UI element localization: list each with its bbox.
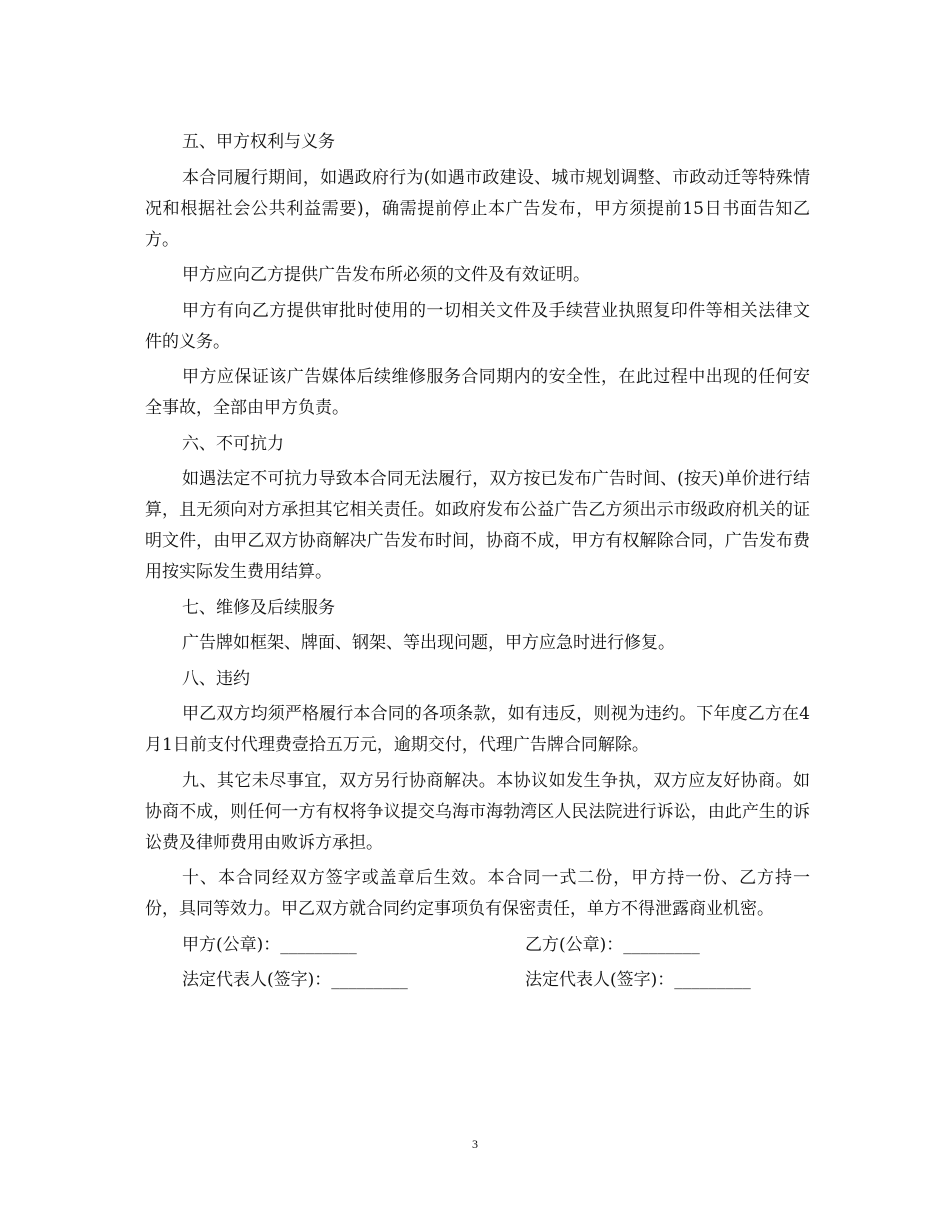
paragraph-government-action: 本合同履行期间，如遇政府行为(如遇市政建设、城市规划调整、市政动迁等特殊情况和根据社会公共利益需要)，确需提前停止本广告发布，甲方须提前15日书面告知乙方。 (145, 167, 810, 250)
section-heading-breach: 八、违约 (182, 668, 250, 689)
page-number: 3 (472, 1137, 478, 1151)
paragraph-approval-documents: 甲方有向乙方提供审批时使用的一切相关文件及手续营业执照复印件等相关法律文件的义务。 (145, 300, 810, 352)
signature-row-seal (145, 930, 810, 961)
section-heading-maintenance: 七、维修及后续服务 (182, 597, 335, 618)
paragraph-force-majeure: 如遇法定不可抗力导致本合同无法履行，双方按已发布广告时间、(按天)单价进行结算，且无须向对方承担其它相关责任。如政府发布公益广告乙方须出示市级政府机关的证明文件，由甲乙双方协商解决广告发布时间，协商不成，甲方有权解除合同，广告发布费用按实际发生费用结算。 (145, 469, 810, 582)
document-body (145, 127, 810, 1001)
party-b-representative-line: 法定代表人(签字)：_________ (525, 970, 751, 990)
paragraph-breach: 甲乙双方均须严格履行本合同的各项条款，如有违反，则视为违约。下年度乙方在4月1日前支付代理费壹拾五万元，逾期交付，代理广告牌合同解除。 (145, 704, 810, 755)
signature-row-representative (145, 965, 810, 996)
paragraph-dispute-resolution: 九、其它未尽事宜，双方另行协商解决。本协议如发生争执，双方应友好协商。如协商不成，则任何一方有权将争议提交乌海市海勃湾区人民法院进行诉讼，由此产生的诉讼费及律师费用由败诉方承担。 (145, 770, 810, 853)
paragraph-effectiveness: 十、本合同经双方签字或盖章后生效。本合同一式二份，甲方持一份、乙方持一份，具同等效力。甲乙双方就合同约定事项负有保密责任，单方不得泄露商业机密。 (145, 868, 810, 919)
section-heading-force-majeure: 六、不可抗力 (182, 433, 284, 454)
section-heading-rights-obligations: 五、甲方权利与义务 (182, 132, 335, 152)
party-b-seal-line: 乙方(公章)：_________ (525, 934, 700, 955)
paragraph-safety-responsibility: 甲方应保证该广告媒体后续维修服务合同期内的安全性，在此过程中出现的任何安全事故，全部由甲方负责。 (145, 367, 810, 418)
paragraph-provide-documents: 甲方应向乙方提供广告发布所必须的文件及有效证明。 (182, 265, 590, 285)
paragraph-maintenance: 广告牌如框架、牌面、钢架、等出现问题，甲方应急时进行修复。 (182, 633, 675, 653)
party-a-seal-line: 甲方(公章)：_________ (182, 934, 357, 955)
party-a-representative-line: 法定代表人(签字)：_________ (182, 970, 408, 990)
